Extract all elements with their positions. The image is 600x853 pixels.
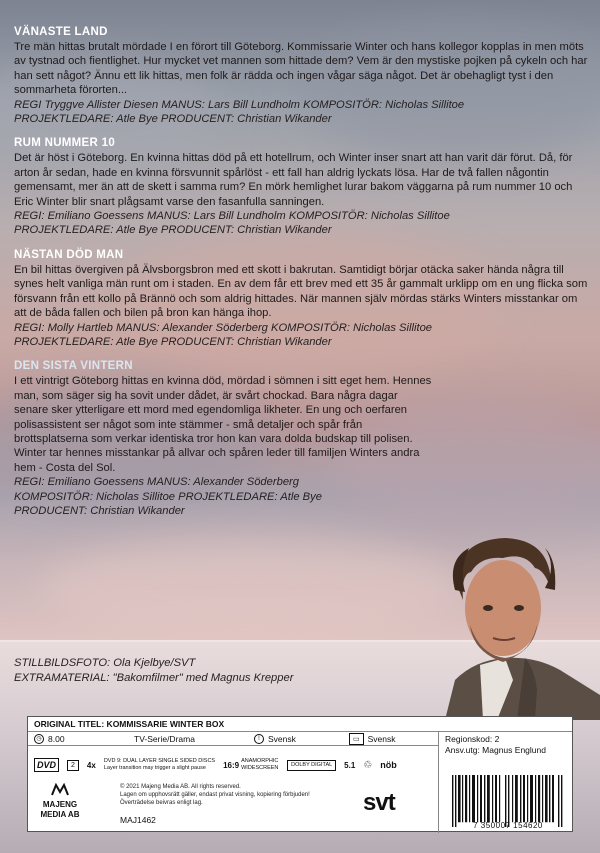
channels: 5.1 xyxy=(344,760,356,770)
episode-credits: REGI: Emiliano Goessens MANUS: Lars Bill Lundholm KOMPOSITÖR: Nicholas Sillitoe xyxy=(14,210,450,223)
region-code: Regionskod: 2 xyxy=(445,734,500,744)
episode-credits: REGI Tryggve Allister Diesen MANUS: Lars Bill Lundholm KOMPOSITÖR: Nicholas Sillitoe xyxy=(14,98,465,111)
episode-credits: PROJEKTLEDARE: Atle Bye PRODUCENT: Christian Wikander xyxy=(14,113,332,126)
format-icons-row xyxy=(34,751,434,779)
episode-synopsis: Det är höst i Göteborg. En kvinna hittas död på ett hotellrum, och Winter inser snart att han varit där förut. Då, för arton år sedan, hade en kvinna försvunnit spårlöst - ett fall han aldrig lyckats lösa. Har de två fallen någontin gemensamt, mer än att de skett i samma rum? En mörk hemlighet lurar bakom väggarna på rum nummer 10 och Eric Winter blir snart plågsamt varse den fasanfulla sanningen. xyxy=(14,152,573,208)
nob-logo-icon: nöb xyxy=(380,760,397,770)
clock-icon: ◷ xyxy=(34,734,44,744)
episode-section xyxy=(14,26,588,126)
extra-material: EXTRAMATERIAL: "Bakomfilmer" med Magnus Krepper xyxy=(14,672,294,684)
episode-credits: PROJEKTLEDARE: Atle Bye PRODUCENT: Christian Wikander xyxy=(14,335,332,348)
genre-value: TV-Serie/Drama xyxy=(134,733,195,744)
subtitles-value: Svensk xyxy=(367,733,396,744)
episode-credits: PRODUCENT: Christian Wikander xyxy=(14,504,185,517)
disc-info xyxy=(104,758,215,772)
svt-logo: svt xyxy=(363,789,395,816)
product-info-box xyxy=(27,716,573,832)
copyright-block xyxy=(120,783,340,807)
episode-synopsis: Tre män hittas brutalt mördade I en förort till Göteborg. Kommissarie Winter och hans kollegor kopplas in men möts av tystnad och fientlighet. Hur mycket vet mannen som hittade dem? Vem är den mystiske pojken på cykeln och har han sett något? Ännu ett lik hittas, men folk är rädda och ingen vågar säga något. Det är obehagligt tyst i den sommarheta förorten... xyxy=(14,41,588,97)
dolby-digital-icon: DOLBY DIGITAL xyxy=(287,760,336,771)
recycle-icon: ♲ xyxy=(363,759,373,771)
episode-synopsis: I ett vintrigt Göteborg hittas en kvinna död, mördad i sömnen i sitt eget hem. Hennes man, som säger sig ha sovit under dådet, är svårt chockad. Bara några dagar senare sker ytterligare ett mord med egendomliga likheter. En ung och oerfaren polisassistent ser något som inte stämmer - små detaljer och spår från brottsplatserna som verkar identiska tror hon kan vara dolda budskap till polisen. Winter tar hennes misstankar på allvar och spåren leder till familjen Winters andra hem - Costa del Sol. xyxy=(14,375,432,474)
specs-row xyxy=(28,732,438,746)
product-code: MAJ1462 xyxy=(120,815,156,825)
disc-note: Layer transition may trigger a slight pause xyxy=(103,765,206,771)
episode-title: NÄSTAN DÖD MAN xyxy=(14,248,124,261)
still-photo-credit: STILLBILDSFOTO: Ola Kjelbye/SVT xyxy=(14,657,196,669)
episode-section xyxy=(14,137,588,237)
episode-credits: PROJEKTLEDARE: Atle Bye PRODUCENT: Christian Wikander xyxy=(14,224,332,237)
episode-list xyxy=(14,26,588,529)
majeng-symbol-icon xyxy=(50,783,70,797)
audio-value: Svensk xyxy=(268,733,296,744)
episode-section xyxy=(14,360,588,518)
extras-block xyxy=(14,656,293,686)
aspect-label: ANAMORPHIC WIDESCREEN xyxy=(241,758,279,771)
subtitles-cell xyxy=(343,733,438,745)
episode-title: VÄNASTE LAND xyxy=(14,26,108,38)
episode-synopsis: En bil hittas övergiven på Älvsborgsbron med ett skott i bakrutan. Samtidigt börjar otäcka saker hända några till synes helt vanliga män runt om i staden. En av dem får ett brev med ett 35 år gammalt urklipp om en ung flicka som försvann från ett kollo på Brännö och som aldrig hittades. När mannen själv mördas stärks Winters misstankar om att de båda fallen och bilen på bron kan hänga ihop. xyxy=(14,263,588,320)
actor-portrait xyxy=(385,530,600,720)
company-name-1: MAJENG xyxy=(42,800,78,809)
duration-value: 8.00 xyxy=(48,733,65,744)
company-name-2: MEDIA AB xyxy=(40,810,80,819)
disc-count: 4x xyxy=(86,760,96,770)
genre-cell xyxy=(128,734,248,744)
episode-title: DEN SISTA VINTERN xyxy=(14,360,133,373)
region-2-icon: 2 xyxy=(67,760,79,771)
aspect-value: 16:9 xyxy=(223,760,240,770)
subtitles-icon: ▭ xyxy=(349,733,364,745)
barcode-number: 7 350007 154620 xyxy=(473,821,543,830)
copyright-line: © 2021 Majeng Media AB. All rights reserved. xyxy=(120,784,241,790)
disc-type: DVD 9: DUAL LAYER SINGLE SIDED DISCS xyxy=(103,758,216,764)
majeng-logo xyxy=(34,783,86,820)
duration-cell xyxy=(28,734,128,744)
copyright-line: Överträdelse beivras enligt lag. xyxy=(120,800,203,806)
episode-credits: KOMPOSITÖR: Nicholas Sillitoe PROJEKTLEDARE: Atle Bye xyxy=(14,490,322,503)
copyright-line: Lagen om upphovsrätt gäller, endast privat visning, kopiering förbjuden! xyxy=(120,792,310,798)
audio-icon: ! xyxy=(254,734,264,744)
responsible-publisher: Ansv.utg: Magnus Englund xyxy=(445,745,546,755)
episode-credits: REGI: Emiliano Goessens MANUS: Alexander Söderberg xyxy=(14,476,299,489)
episode-credits: REGI: Molly Hartleb MANUS: Alexander Söderberg KOMPOSITÖR: Nicholas Sillitoe xyxy=(14,321,433,334)
barcode-icon xyxy=(448,775,568,827)
episode-title: RUM NUMMER 10 xyxy=(14,137,116,150)
aspect-ratio xyxy=(223,758,279,772)
dvd-logo-icon: DVD xyxy=(34,758,59,772)
episode-section xyxy=(14,249,588,349)
original-title: ORIGINAL TITEL: KOMMISSARIE WINTER BOX xyxy=(28,717,572,732)
audio-cell xyxy=(248,734,343,744)
